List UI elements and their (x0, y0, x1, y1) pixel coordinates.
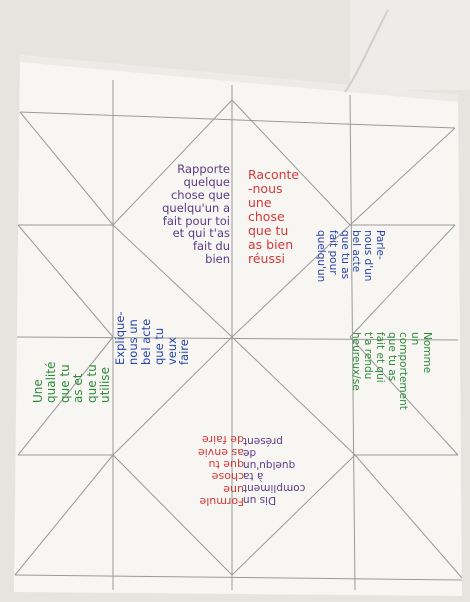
text-line: -nous (248, 181, 283, 196)
prompt-dis-un (243, 410, 321, 505)
text-line: fait du (192, 239, 230, 254)
text-line: fait pour (327, 230, 339, 275)
text-line: quelque (183, 174, 230, 189)
text-line: nous d'un (362, 230, 375, 282)
text-line: que tu (151, 327, 166, 365)
text-line: Une (31, 379, 45, 403)
text-line: un (409, 332, 422, 346)
text-line: bel acte (350, 230, 363, 273)
text-line: as et (71, 373, 86, 403)
text-line: une (223, 482, 244, 496)
text-line: veux (164, 337, 179, 365)
prompt-parle (315, 230, 385, 340)
text-line: Nomme (421, 332, 433, 374)
text-line: comportement (397, 332, 410, 410)
text-line: réussi (248, 251, 285, 266)
text-line: Raconte (248, 167, 300, 182)
text-line: compliment (243, 482, 306, 495)
text-line: quelqu'un (315, 230, 328, 283)
text-line: que tu (248, 223, 289, 238)
text-line: Dis un (243, 494, 277, 506)
text-line: et qui t'as (172, 226, 230, 241)
text-line: que tu as (338, 230, 351, 280)
text-line: que tu (57, 364, 72, 403)
prompt-explique (113, 255, 192, 365)
text-line: fait pour toi (162, 213, 230, 228)
text-line: chose (248, 209, 285, 224)
text-line: utilise (98, 367, 113, 403)
text-line: bel acte (138, 318, 153, 365)
text-line: que tu (84, 364, 99, 403)
text-line: as envie (197, 445, 244, 459)
text-line: heureux/se (350, 332, 363, 391)
text-line: bien (205, 252, 230, 267)
text-line: à ta (243, 470, 264, 483)
text-line: as bien (248, 237, 294, 252)
text-line: fait et qui (374, 332, 386, 383)
text-line: une (248, 195, 272, 210)
text-line: Rapporte (177, 162, 230, 176)
text-line: Explique- (113, 311, 127, 365)
text-line: présent (243, 435, 283, 448)
text-line: qualité (44, 361, 59, 403)
text-line: Formule (199, 495, 244, 508)
text-line: de (243, 447, 257, 459)
text-line: chose que (170, 187, 230, 202)
text-line: quelqu'un (243, 458, 296, 471)
prompt-formule (164, 415, 244, 507)
text-line: Parle- (374, 230, 386, 260)
text-line: que tu (208, 458, 244, 472)
text-line: que tu as (385, 332, 398, 382)
text-line: faire (177, 339, 192, 365)
text-line: quelqu'un a (162, 200, 230, 215)
prompt-nomme (352, 332, 432, 452)
text-line: de faire (202, 433, 244, 447)
text-line: t'a rendu (362, 332, 375, 380)
prompt-qualite (31, 273, 113, 403)
text-line: nous un (125, 319, 140, 365)
prompt-rapporte (150, 163, 230, 266)
text-line: chose (211, 470, 244, 484)
